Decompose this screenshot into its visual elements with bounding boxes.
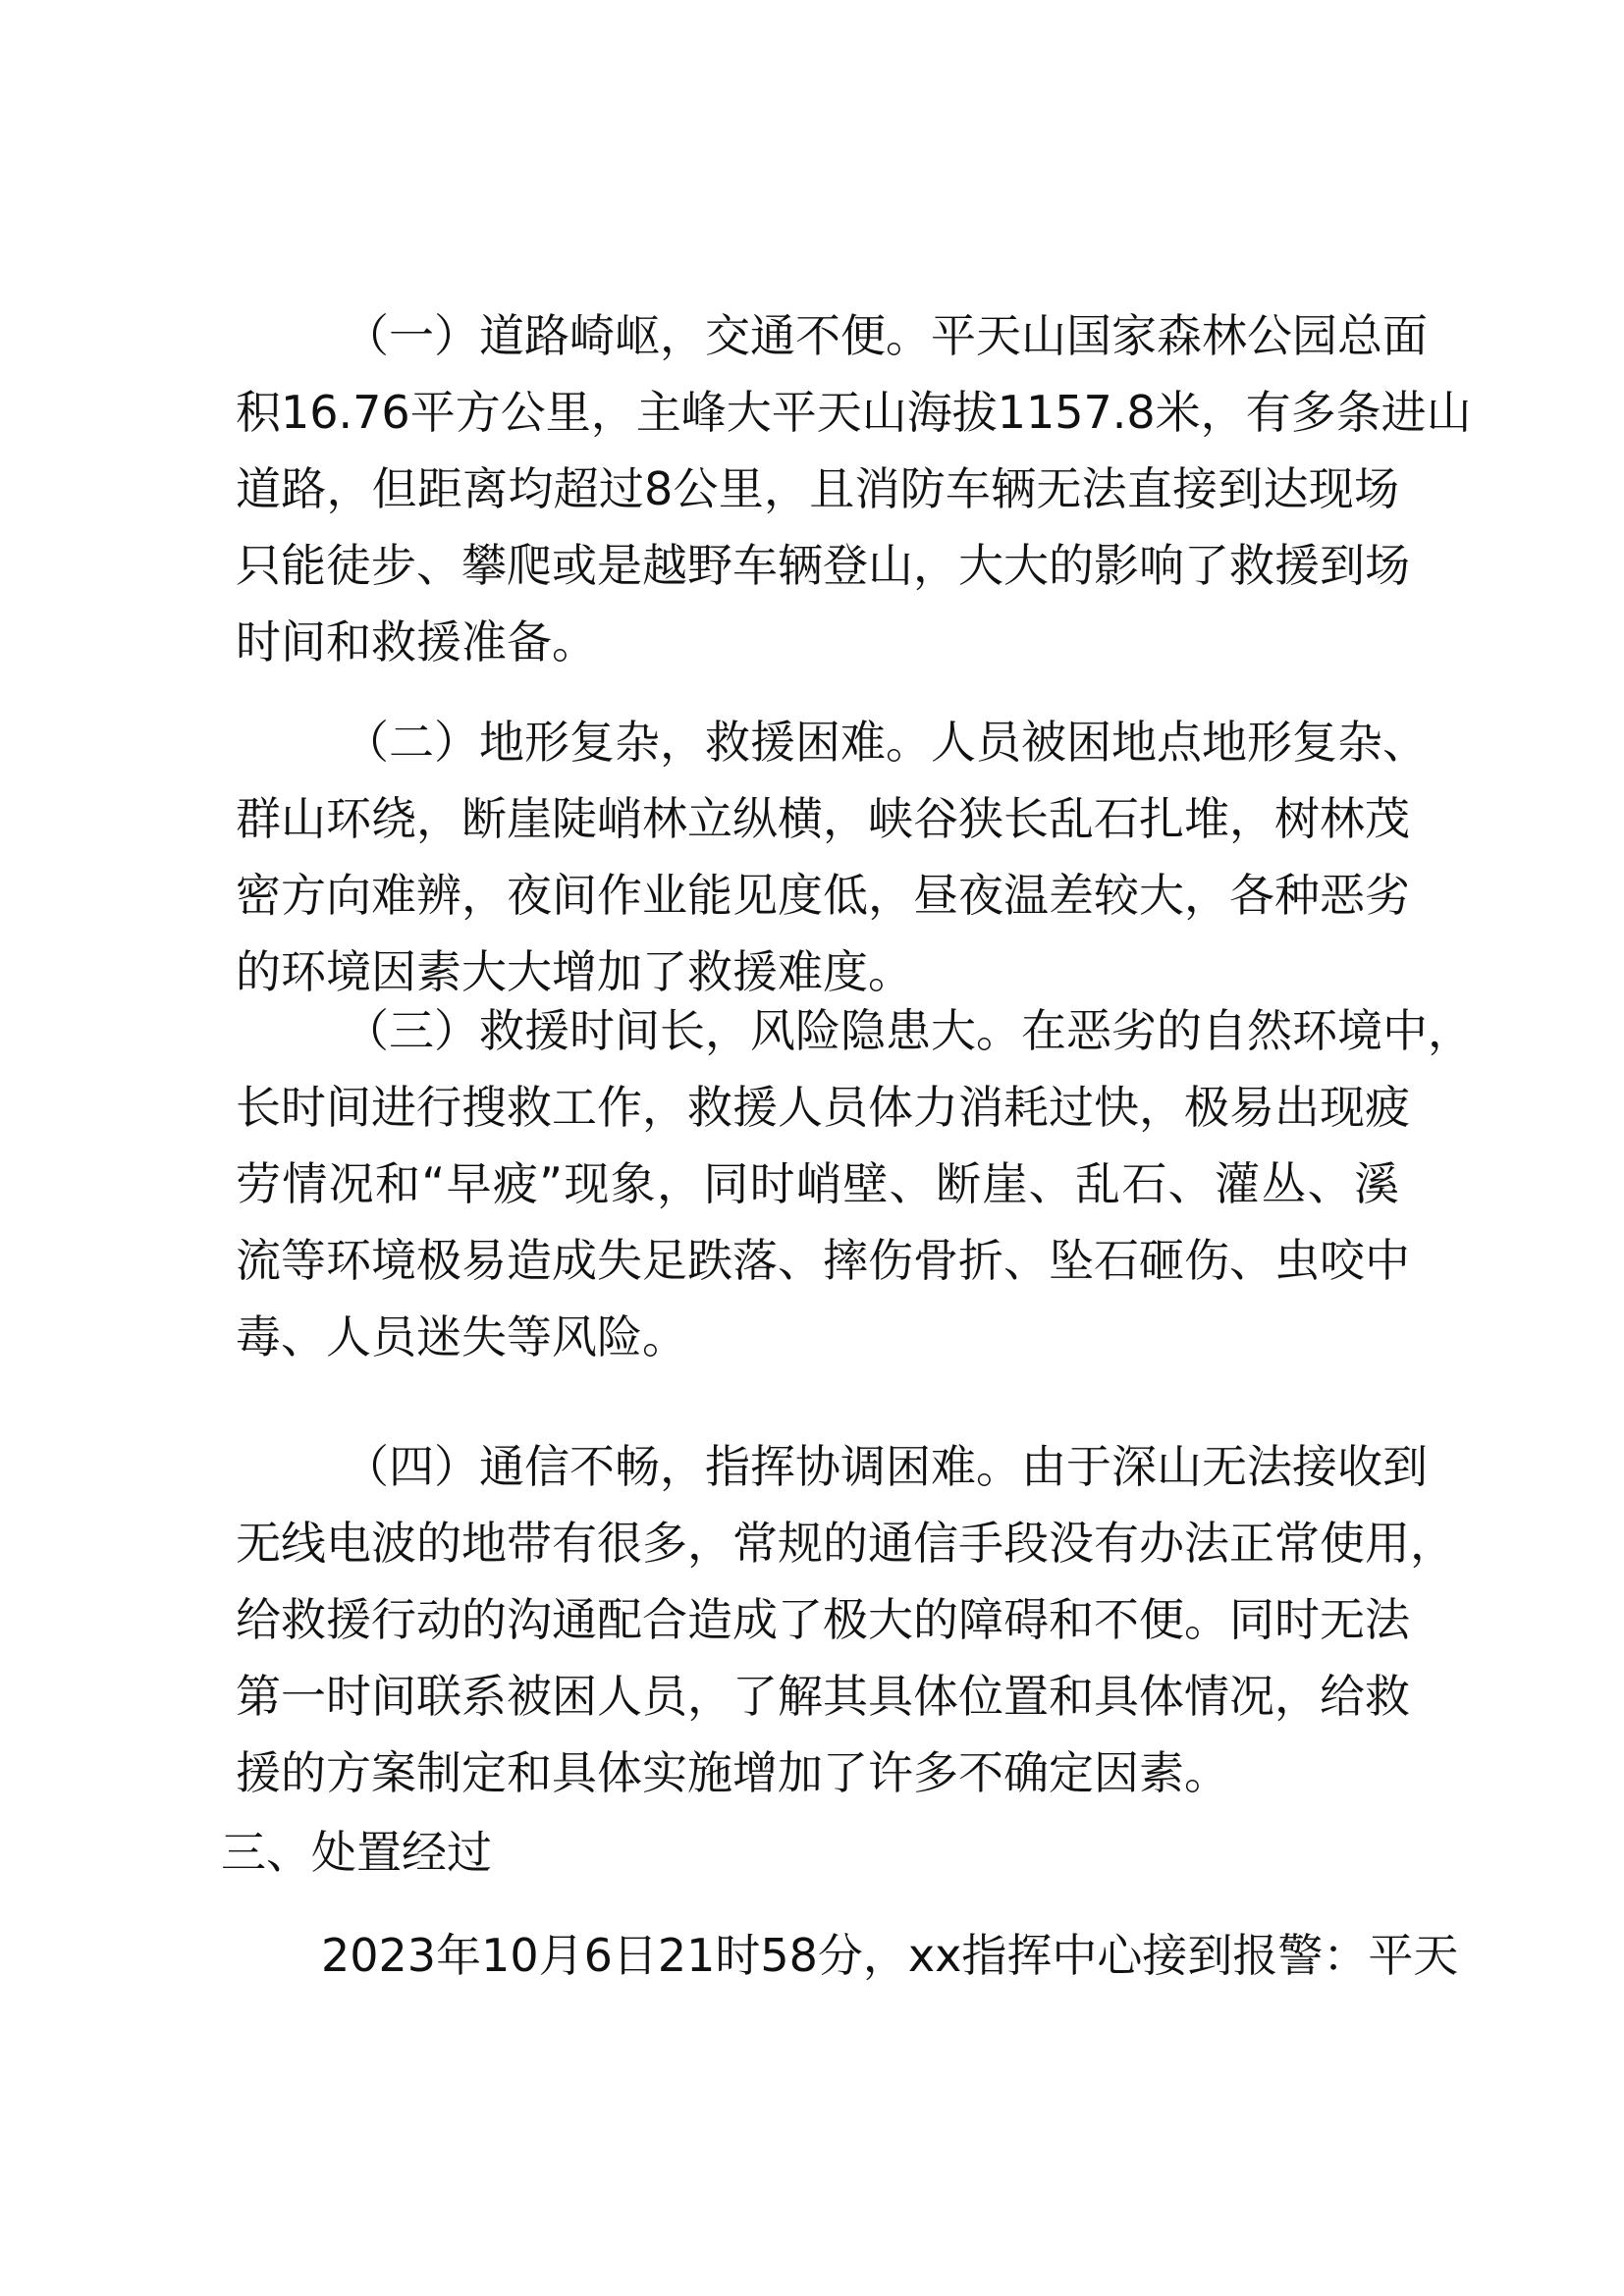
paragraph-line: 2023年10月6日21时58分，xx指挥中心接到报警：平天: [321, 1929, 1459, 1982]
paragraph-line: 第一时间联系被困人员，了解其具体位置和具体情况，给救: [236, 1670, 1410, 1723]
section-heading: 三、处置经过: [221, 1826, 492, 1879]
paragraph-line: 时间和救援准备。: [236, 615, 597, 668]
paragraph-line: 长时间进行搜救工作，救援人员体力消耗过快，极易出现疲: [236, 1081, 1410, 1134]
paragraph-line: 给救援行动的沟通配合造成了极大的障碍和不便。同时无法: [236, 1593, 1410, 1646]
paragraph-line: 积16.76平方公里，主峰大平天山海拔1157.8米，有多条进山: [236, 386, 1472, 439]
paragraph-line: （四）通信不畅，指挥协调困难。由于深山无法接收到: [344, 1440, 1428, 1493]
paragraph-line: 援的方案制定和具体实施增加了许多不确定因素。: [236, 1746, 1229, 1799]
paragraph-line: 群山环绕，断崖陡峭林立纵横，峡谷狭长乱石扎堆，树林茂: [236, 792, 1410, 845]
paragraph-line: 无线电波的地带有很多，常规的通信手段没有办法正常使用，: [236, 1517, 1455, 1570]
paragraph-line: 只能徒步、攀爬或是越野车辆登山，大大的影响了救援到场: [236, 539, 1410, 592]
paragraph-line: 道路，但距离均超过8公里，且消防车辆无法直接到达现场: [236, 462, 1399, 515]
paragraph-line: （二）地形复杂，救援困难。人员被困地点地形复杂、: [344, 716, 1428, 769]
paragraph-line: （三）救援时间长，风险隐患大。在恶劣的自然环境中，: [344, 1004, 1473, 1057]
paragraph-line: 劳情况和“早疲”现象，同时峭壁、断崖、乱石、灌丛、溪: [236, 1157, 1399, 1210]
paragraph-line: 流等环境极易造成失足跌落、摔伤骨折、坠石砸伤、虫咬中: [236, 1234, 1410, 1287]
paragraph-line: （一）道路崎岖，交通不便。平天山国家森林公园总面: [344, 309, 1428, 362]
paragraph-line: 毒、人员迷失等风险。: [236, 1310, 687, 1363]
paragraph-line: 的环境因素大大增加了救援难度。: [236, 945, 913, 998]
paragraph-line: 密方向难辨，夜间作业能见度低，昼夜温差较大，各种恶劣: [236, 869, 1410, 922]
